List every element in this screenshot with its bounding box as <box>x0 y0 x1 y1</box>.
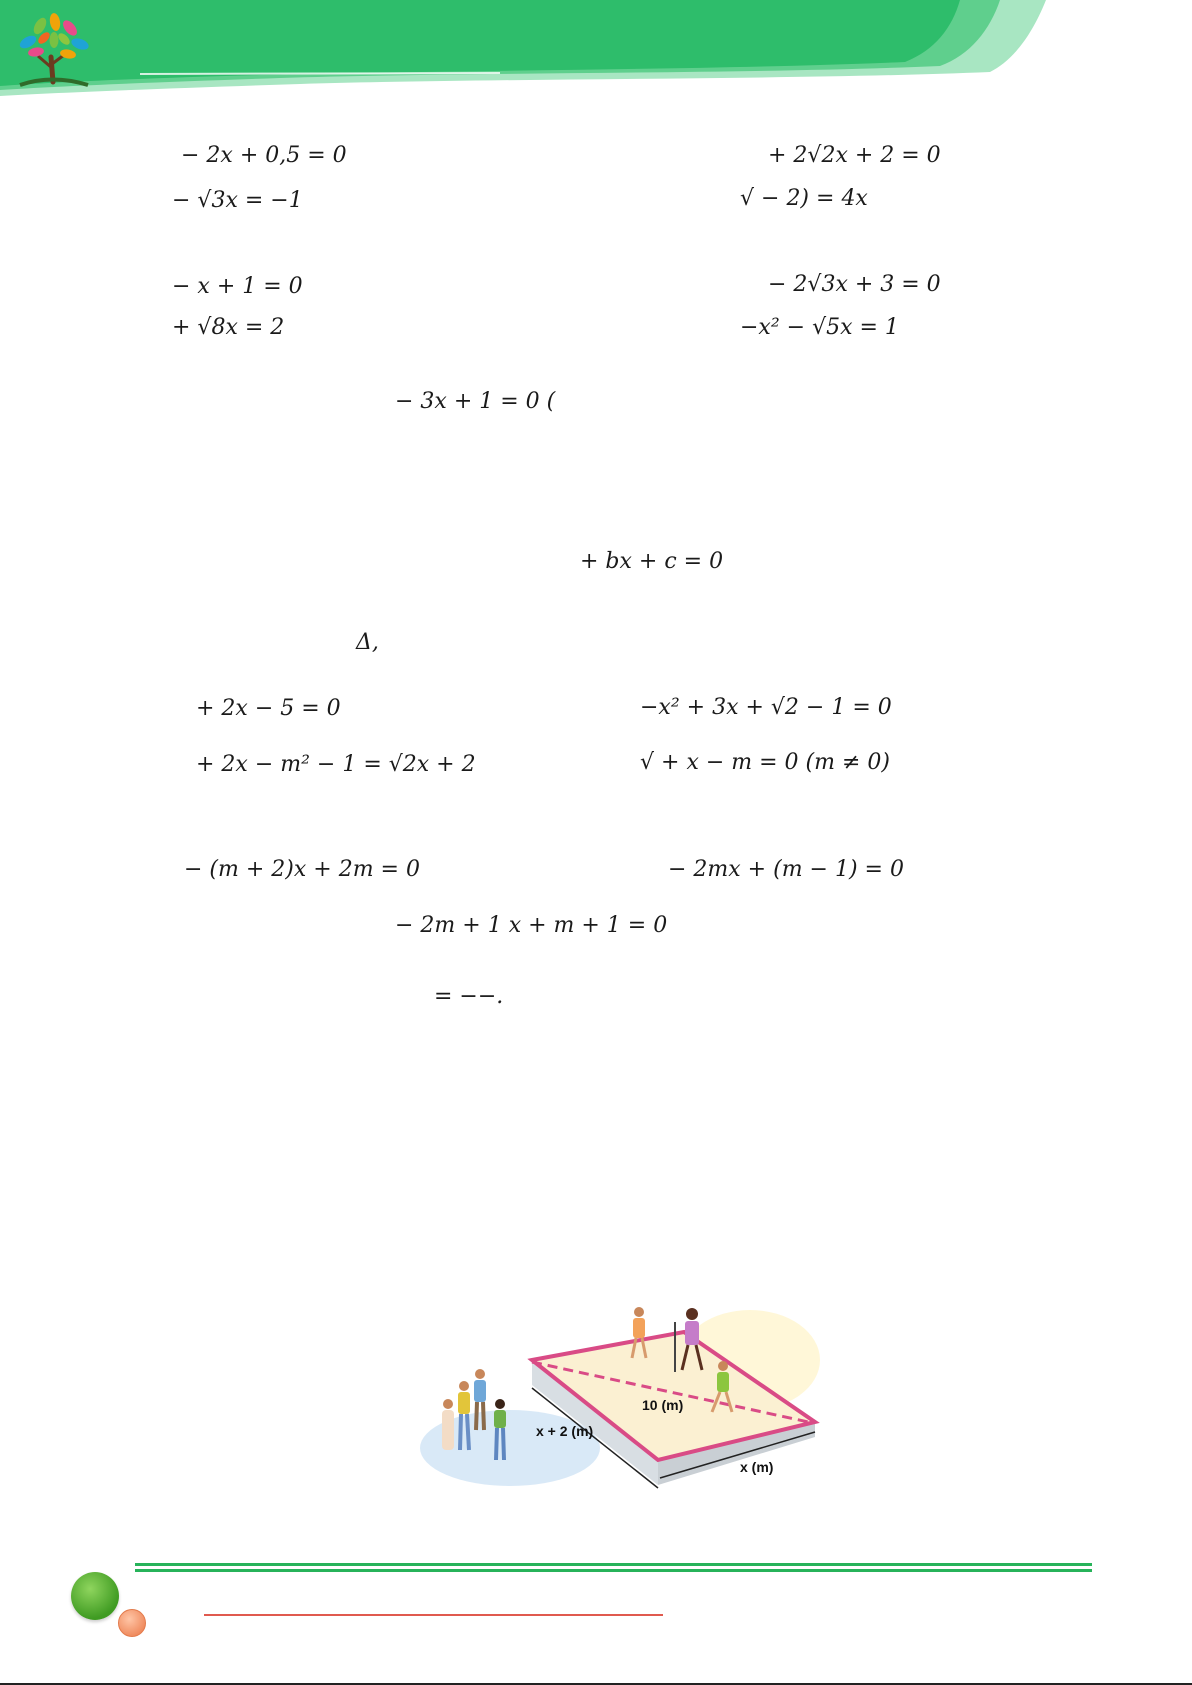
tree-logo-icon <box>10 12 94 90</box>
equation-fragment-1: − 2x + 0,5 = 0 <box>181 143 347 168</box>
equation-fragment-15: √ + x − m = 0 (m ≠ 0) <box>640 750 890 775</box>
equation-fragment-2: + 2√2x + 2 = 0 <box>768 143 941 168</box>
equation-fragment-13: −x² + 3x + √2 − 1 = 0 <box>640 695 892 720</box>
equation-fragment-10: + bx + c = 0 <box>580 549 724 574</box>
page-header-band <box>0 0 1192 100</box>
equation-fragment-18: − 2m + 1 x + m + 1 = 0 <box>395 913 668 938</box>
equation-fragment-3: − √3x = −1 <box>172 188 303 213</box>
equation-fragment-6: − 2√3x + 3 = 0 <box>768 272 941 297</box>
equation-fragment-5: − x + 1 = 0 <box>172 274 303 299</box>
equation-fragment-7: + √8x = 2 <box>172 315 285 340</box>
equation-fragment-19: = −−. <box>434 984 504 1009</box>
footer-orange-circle <box>118 1609 146 1637</box>
equation-fragment-16: − (m + 2)x + 2m = 0 <box>184 857 420 882</box>
equation-fragment-9: − 3x + 1 = 0 ( <box>395 389 556 414</box>
equation-fragment-12: + 2x − 5 = 0 <box>196 696 341 721</box>
footer-red-rule <box>204 1614 663 1616</box>
equation-fragment-11: Δ, <box>356 630 379 655</box>
length-label: 10 (m) <box>642 1397 684 1413</box>
width-label: x (m) <box>740 1459 774 1475</box>
equation-fragment-14: + 2x − m² − 1 = √2x + 2 <box>196 752 476 777</box>
footer-rule <box>135 1563 1092 1573</box>
equation-fragment-17: − 2mx + (m − 1) = 0 <box>668 857 904 882</box>
footer-green-circle <box>71 1572 119 1620</box>
equation-fragment-4: √ − 2) = 4x <box>740 186 868 211</box>
equation-fragment-8: −x² − √5x = 1 <box>740 315 899 340</box>
side-label: x + 2 (m) <box>536 1423 594 1439</box>
stage-illustration <box>420 1300 820 1500</box>
